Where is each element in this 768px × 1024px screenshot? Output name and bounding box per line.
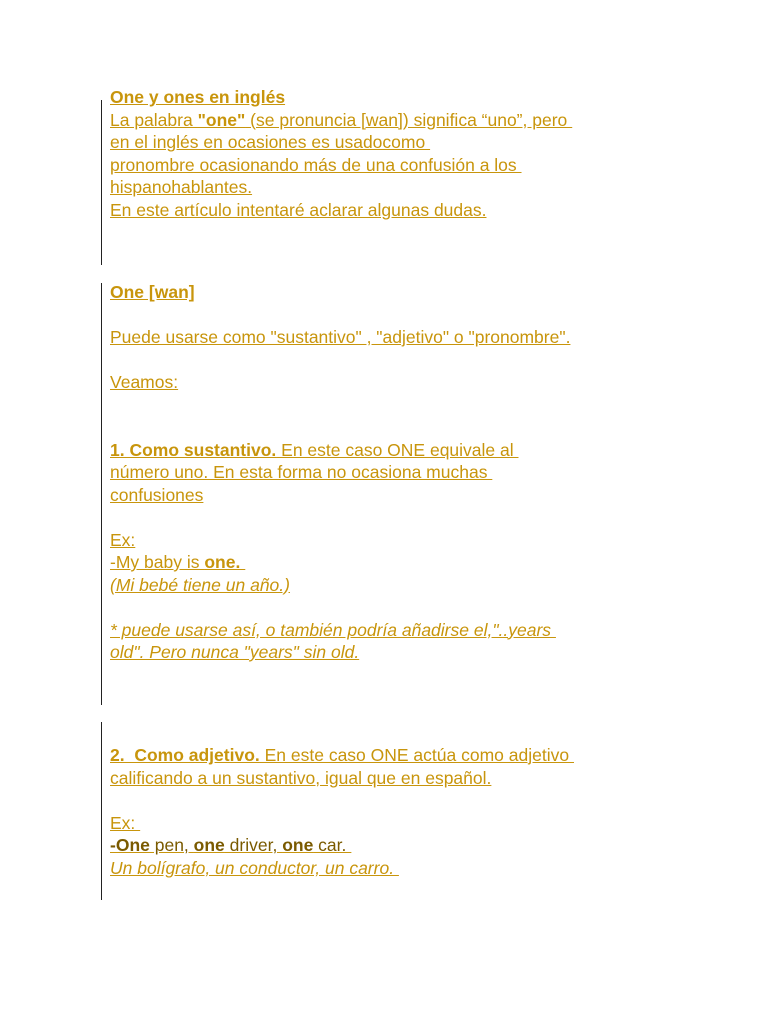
uses-line: Puede usarse como "sustantivo" , "adjetivo" o "pronombre". — [110, 327, 571, 347]
margin-rule — [101, 100, 102, 265]
item-line: número uno. En esta forma no ocasiona muchas — [110, 462, 493, 482]
example-label: Ex: — [110, 529, 136, 550]
example-line: -My baby is one. — [110, 552, 246, 572]
veamos-line: Veamos: — [110, 372, 179, 392]
margin-rule — [101, 283, 102, 705]
intro-title: One y ones en inglés — [110, 87, 286, 107]
section-title: One [wan] — [110, 282, 195, 302]
intro-line: En este artículo intentaré aclarar algunas dudas. — [110, 199, 487, 220]
margin-rule — [101, 722, 102, 900]
note-line: old". Pero nunca "years" sin old. — [110, 642, 360, 662]
one-wan-section — [110, 281, 670, 664]
intro-section — [110, 86, 670, 221]
note-line: * puede usarse así, o también podría añadirse el,"..years — [110, 619, 556, 640]
intro-line: en el inglés en ocasiones es usadocomo — [110, 132, 431, 152]
example-line: -One pen, one driver, one car. — [110, 835, 352, 855]
item-heading: 1. Como sustantivo. En este caso ONE equivale al — [110, 439, 519, 460]
intro-line: hispanohablantes. — [110, 177, 253, 197]
example-translation: Un bolígrafo, un conductor, un carro. — [110, 857, 399, 878]
one-bold: "one" — [197, 109, 246, 130]
item-line: calificando a un sustantivo, igual que en español. — [110, 767, 492, 788]
intro-line: La palabra "one" (se pronuncia [wan]) significa “uno”, pero — [110, 109, 573, 130]
item-line: confusiones — [110, 484, 204, 505]
item-heading: 2. Como adjetivo. En este caso ONE actúa como adjetivo — [110, 745, 574, 765]
adjective-section — [110, 744, 670, 879]
intro-line: pronombre ocasionando más de una confusión a los — [110, 154, 522, 175]
example-translation: (Mi bebé tiene un año.) — [110, 574, 290, 595]
example-label: Ex: — [110, 812, 141, 833]
